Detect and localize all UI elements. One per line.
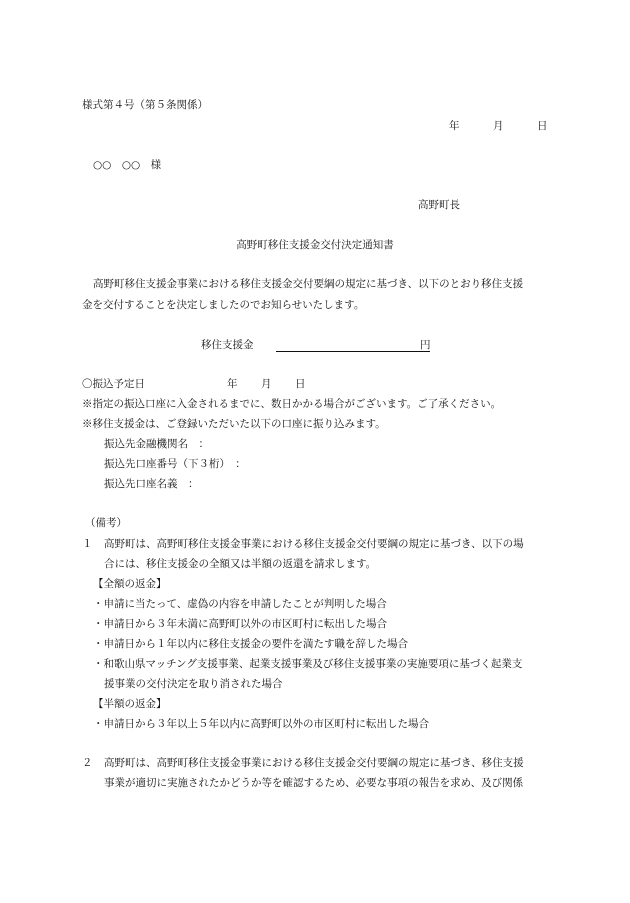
transfer-day: 日 [295,378,306,390]
remark-1-line-1: 高野町は、高野町移住支援金事業における移住支援金交付要綱の規定に基づき、以下の場 [104,538,524,550]
date-month: 月 [493,120,504,132]
full-refund-item: ・和歌山県マッチング支援事業、起業支援事業及び移住支援事業の実施要項に基づく起業支 [93,658,523,670]
full-refund-heading: 【全額の返金】 [93,578,167,590]
intro-line-1: 高野町移住支援金事業における移住支援金交付要綱の規定に基づき、以下のとおり移住支援 [93,278,524,290]
full-refund-item-cont: 援事業の交付決定を取り消された場合 [104,678,283,690]
date-day: 日 [537,120,548,132]
addressee: ○○ ○○ 様 [93,159,162,171]
amount-label: 移住支援金 [201,339,254,351]
remark-2-line-1: 高野町は、高野町移住支援金事業における移住支援金交付要綱の規定に基づき、移住支援 [104,757,524,769]
transfer-date-label: 〇振込予定日 [82,378,145,390]
half-refund-item: ・申請日から３年以上５年以内に高野町以外の市区町村に転出した場合 [93,718,429,730]
transfer-note-2: ※移住支援金は、ご登録いただいた以下の口座に振り込みます。 [82,418,386,430]
remark-2-line-2: 事業が適切に実施されたかどうか等を確認するため、必要な事項の報告を求め、及び関係 [104,777,524,789]
remark-2-number: ２ [82,757,93,769]
full-refund-item: ・申請日から１年以内に移住支援金の要件を満たす職を辞した場合 [93,638,408,650]
remark-1-line-2: 合には、移住支援金の全額又は半額の返還を請求します。 [104,558,377,570]
account-holder: 振込先口座名義 ： [104,478,199,490]
transfer-note-1: ※指定の振込口座に入金されるまでに、数日かかる場合がございます。ご了承ください。 [82,398,502,410]
transfer-month: 月 [261,378,272,390]
amount-unit: 円 [420,339,431,351]
remarks-heading: （備考） [85,517,127,529]
transfer-year: 年 [227,378,238,390]
account-bank-name: 振込先金融機関名 ： [104,438,209,450]
full-refund-item: ・申請に当たって、虚偽の内容を申請したことが判明した場合 [93,598,387,610]
half-refund-heading: 【半額の返金】 [93,698,167,710]
amount-underline [276,351,430,352]
date-year: 年 [449,120,460,132]
issuer: 高野町長 [418,199,460,211]
document-title: 高野町移住支援金交付決定通知書 [236,239,394,251]
form-number: 様式第４号（第５条関係） [82,99,208,111]
intro-line-2: 金を交付することを決定しましたのでお知らせいたします。 [82,299,365,311]
account-number: 振込先口座番号（下３桁） ： [104,458,246,470]
remark-1-number: １ [82,538,93,550]
full-refund-item: ・申請日から３年未満に高野町以外の市区町村に転出した場合 [93,618,387,630]
